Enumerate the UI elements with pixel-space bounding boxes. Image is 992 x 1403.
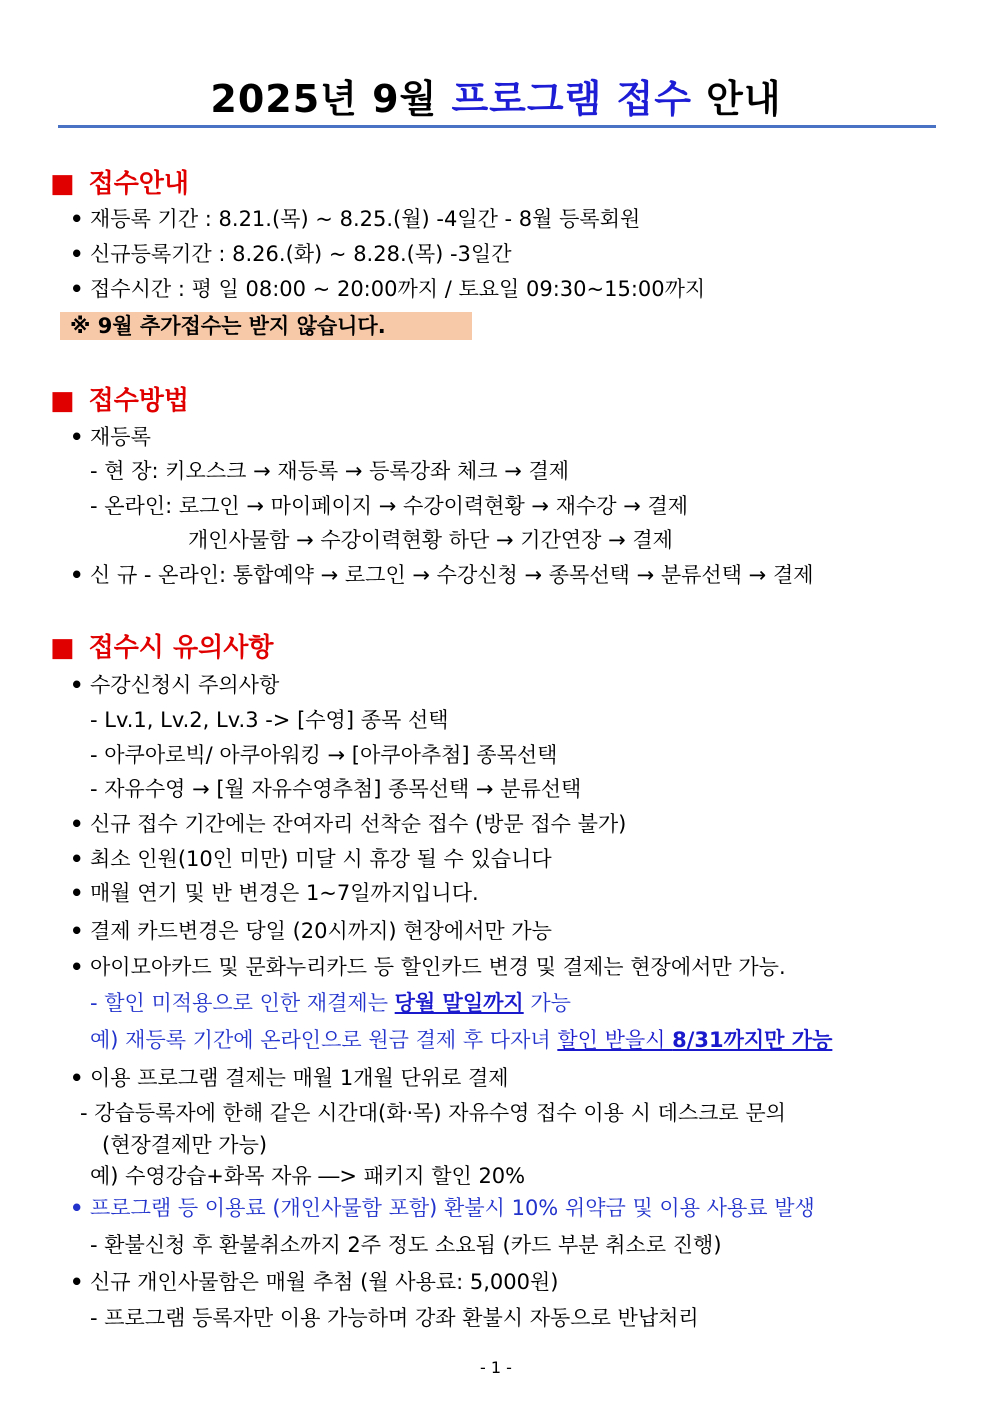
- list-item: - 현 장: 키오스크 → 재등록 → 등록강좌 체크 → 결제: [90, 459, 570, 483]
- square-bullet-icon: ■: [50, 386, 75, 416]
- section-heading-registration-method: ■ 접수방법: [50, 386, 190, 416]
- notice-banner: ※ 9월 추가접수는 받지 않습니다.: [60, 312, 472, 340]
- section-heading-precautions: ■ 접수시 유의사항: [50, 633, 274, 663]
- title-divider: [58, 125, 936, 128]
- title-highlight: 프로그램 접수: [451, 77, 692, 121]
- list-item: - 환불신청 후 환불취소까지 2주 정도 소요됨 (카드 부분 취소로 진행): [90, 1233, 722, 1257]
- list-item: • 접수시간 : 평 일 08:00 ~ 20:00까지 / 토요일 09:30~15:00까지: [90, 276, 705, 302]
- square-bullet-icon: ■: [50, 633, 75, 663]
- list-item: - 아쿠아로빅/ 아쿠아워킹 → [아쿠아추첨] 종목선택: [90, 743, 558, 767]
- list-item: • 재등록: [90, 424, 151, 450]
- list-item: • 신규 개인사물함은 매월 추첨 (월 사용료: 5,000원): [90, 1269, 559, 1295]
- list-item: - Lv.1, Lv.2, Lv.3 -> [수영] 종목 선택: [90, 708, 449, 732]
- list-item: • 신 규 - 온라인: 통합예약 → 로그인 → 수강신청 → 종목선택 → 분류선택 → 결제: [90, 562, 814, 588]
- example-note: 예) 재등록 기간에 온라인으로 원금 결제 후 다자녀 할인 받을시 8/31까지만 가능: [90, 1028, 833, 1052]
- list-item: • 재등록 기간 : 8.21.(목) ~ 8.25.(월) -4일간 - 8월 등록회원: [90, 206, 640, 232]
- discount-note: - 할인 미적용으로 인한 재결제는 당월 말일까지 가능: [90, 991, 571, 1015]
- list-item: • 신규등록기간 : 8.26.(화) ~ 8.28.(목) -3일간: [90, 241, 511, 267]
- refund-notice: • 프로그램 등 이용료 (개인사물함 포함) 환불시 10% 위약금 및 이용 사용료 발생: [90, 1195, 815, 1221]
- list-item: • 매월 연기 및 반 변경은 1~7일까지입니다.: [90, 880, 479, 906]
- list-item: 개인사물함 → 수강이력현황 하단 → 기간연장 → 결제: [188, 528, 673, 552]
- list-item: - 강습등록자에 한해 같은 시간대(화·목) 자유수영 접수 이용 시 데스크로 문의: [80, 1101, 786, 1125]
- list-item: • 수강신청시 주의사항: [90, 672, 279, 698]
- list-item: • 최소 인원(10인 미만) 미달 시 휴강 될 수 있습니다: [90, 846, 552, 872]
- list-item: • 결제 카드변경은 당일 (20시까지) 현장에서만 가능: [90, 918, 552, 944]
- list-item: - 온라인: 로그인 → 마이페이지 → 수강이력현황 → 재수강 → 결제: [90, 494, 689, 518]
- list-item: - 자유수영 → [월 자유수영추첨] 종목선택 → 분류선택: [90, 777, 582, 801]
- list-item: • 아이모아카드 및 문화누리카드 등 할인카드 변경 및 결제는 현장에서만 가능.: [90, 954, 786, 980]
- page-title: 2025년 9월 프로그램 접수 안내: [210, 77, 782, 121]
- list-item: • 신규 접수 기간에는 잔여자리 선착순 접수 (방문 접수 불가): [90, 811, 626, 837]
- list-item: - 프로그램 등록자만 이용 가능하며 강좌 환불시 자동으로 반납처리: [90, 1306, 699, 1330]
- page-number: - 1 -: [480, 1358, 512, 1377]
- section-heading-registration-info: ■ 접수안내: [50, 169, 190, 199]
- square-bullet-icon: ■: [50, 169, 75, 199]
- list-item: 예) 수영강습+화목 자유 ―> 패키지 할인 20%: [90, 1164, 526, 1188]
- list-item: (현장결제만 가능): [102, 1133, 268, 1157]
- list-item: • 이용 프로그램 결제는 매월 1개월 단위로 결제: [90, 1065, 509, 1091]
